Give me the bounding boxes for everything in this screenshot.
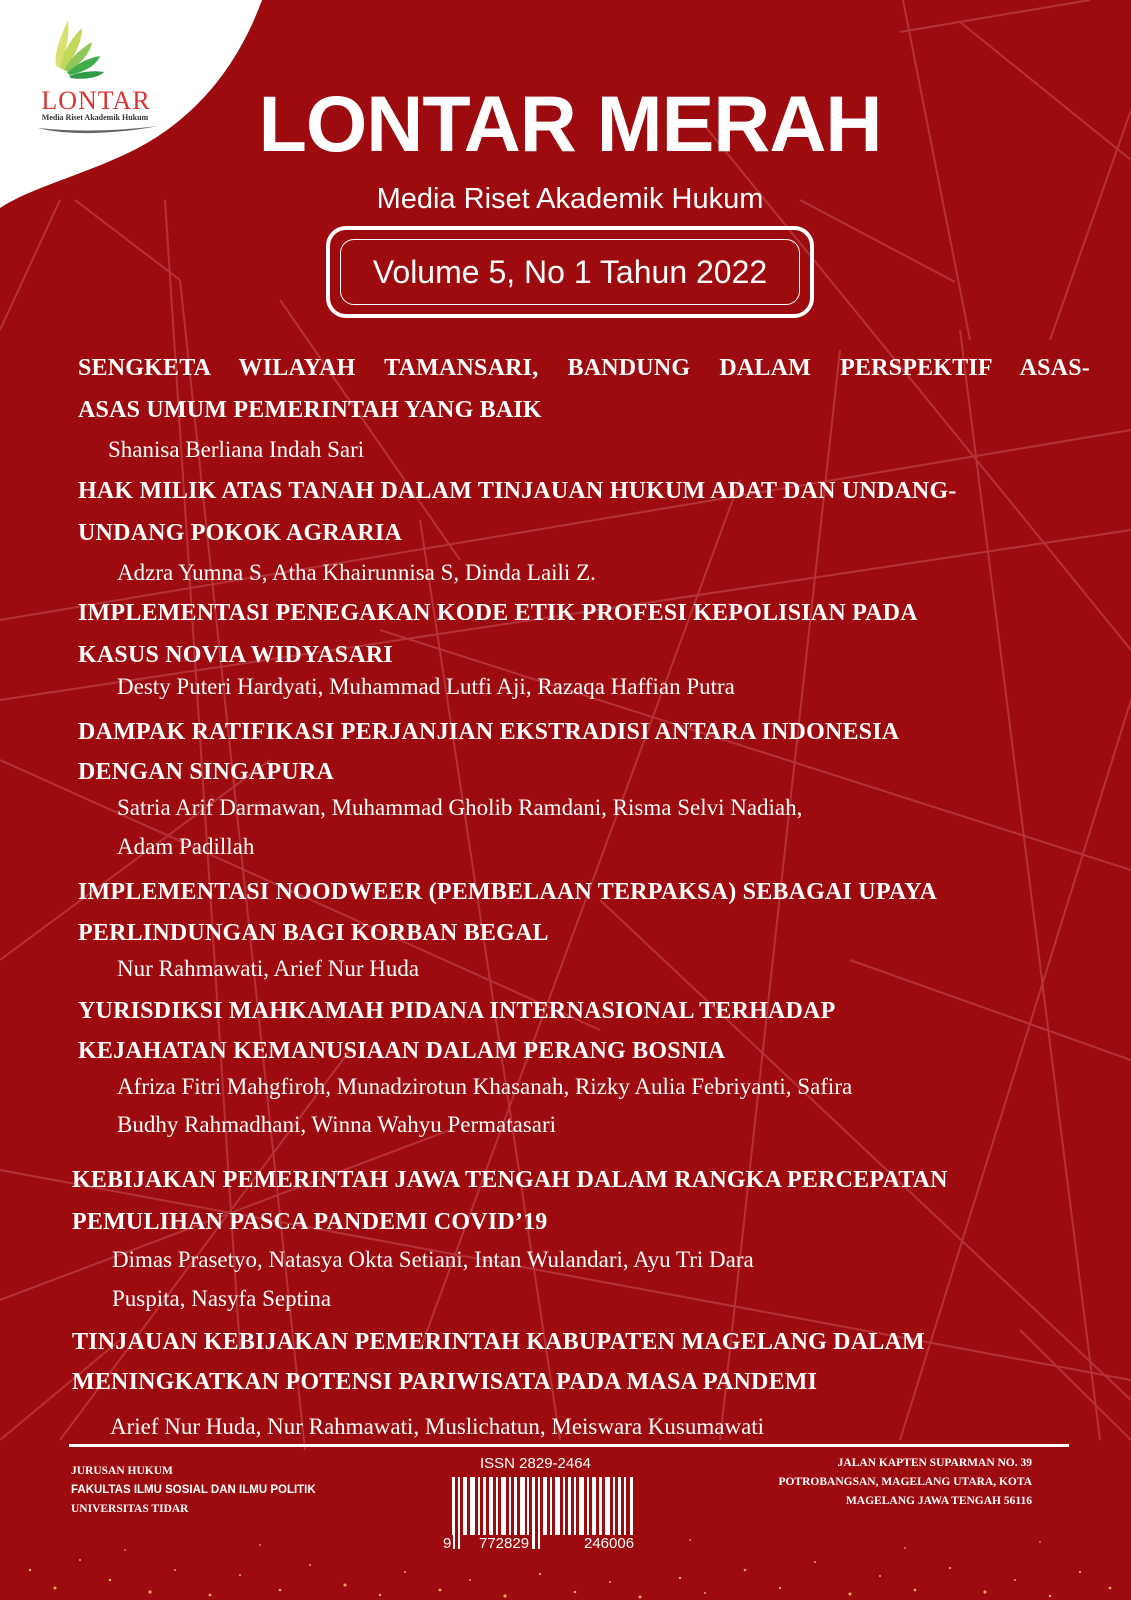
article-authors-4-line-2: Adam Padillah [117,834,255,859]
article-authors-6-line-2: Budhy Rahmadhani, Winna Wahyu Permatasari [117,1112,557,1137]
article-authors-1: Shanisa Berliana Indah Sari [108,437,365,462]
publisher-university: UNIVERSITAS TIDAR [71,1503,189,1515]
article-authors-2: Adzra Yumna S, Atha Khairunnisa S, Dinda Laili Z. [117,560,596,585]
article-title-8-line-1: TINJAUAN KEBIJAKAN PEMERINTAH KABUPATEN MAGELANG DALAM [72,1329,925,1355]
article-title-7-line-1: KEBIJAKAN PEMERINTAH JAWA TENGAH DALAM RANGKA PERCEPATAN [72,1167,948,1193]
article-title-2-line-1: HAK MILIK ATAS TANAH DALAM TINJAUAN HUKUM ADAT DAN UNDANG- [78,478,957,504]
article-authors-6-line-1: Afriza Fitri Mahgfiroh, Munadzirotun Khasanah, Rizky Aulia Febriyanti, Safira [117,1074,853,1099]
article-title-6-line-1: YURISDIKSI MAHKAMAH PIDANA INTERNASIONAL TERHADAP [78,998,836,1024]
footer-divider [69,1444,1069,1447]
article-title-1-line-1: SENGKETA WILAYAH TAMANSARI, BANDUNG DALAM PERSPEKTIF ASAS- [78,355,1090,381]
article-title-3-line-1: IMPLEMENTASI PENEGAKAN KODE ETIK PROFESI KEPOLISIAN PADA [78,600,918,626]
article-title-6-line-2: KEJAHATAN KEMANUSIAAN DALAM PERANG BOSNIA [78,1038,726,1064]
article-authors-8: Arief Nur Huda, Nur Rahmawati, Muslichatun, Meiswara Kusumawati [110,1414,765,1439]
article-authors-3: Desty Puteri Hardyati, Muhammad Lutfi Aji, Razaqa Haffian Putra [117,674,735,699]
masthead [230,80,910,214]
article-authors-5: Nur Rahmawati, Arief Nur Huda [117,956,420,981]
article-authors-7-line-1: Dimas Prasetyo, Natasya Okta Setiani, Intan Wulandari, Ayu Tri Dara [112,1247,754,1272]
journal-logo [12,12,152,122]
publisher-department: JURUSAN HUKUM [71,1465,173,1477]
issn-label: ISSN 2829-2464 [480,1455,591,1472]
journal-title: LONTAR MERAH [258,79,882,168]
barcode-digits-left: 772829 [479,1535,530,1552]
article-authors-4-line-1: Satria Arif Darmawan, Muhammad Gholib Ramdani, Risma Selvi Nadiah, [117,795,803,820]
logo-tagline: Media Riset Akademik Hukum [41,113,149,122]
leaf-fan-icon [12,12,152,92]
article-title-3-line-2: KASUS NOVIA WIDYASARI [78,642,393,668]
logo-swoosh [38,122,158,136]
logo-wordmark: LONTAR [41,86,151,115]
address-line-1: JALAN KAPTEN SUPARMAN NO. 39 [837,1457,1032,1469]
publisher-address [778,1454,1032,1511]
article-title-5-line-1: IMPLEMENTASI NOODWEER (PEMBELAAN TERPAKSA) SEBAGAI UPAYA [78,879,938,905]
article-title-2-line-2: UNDANG POKOK AGRARIA [78,520,403,546]
article-title-1-line-2: ASAS UMUM PEMERINTAH YANG BAIK [78,397,542,423]
barcode-icon [438,1477,658,1569]
barcode-digit-prefix: 9 [443,1535,452,1552]
barcode-digits-right: 246006 [584,1535,635,1552]
article-title-8-line-2: MENINGKATKAN POTENSI PARIWISATA PADA MASA PANDEMI [72,1369,818,1395]
article-title-7-line-2: PEMULIHAN PASCA PANDEMI COVID’19 [72,1209,548,1235]
journal-subtitle: Media Riset Akademik Hukum [376,183,764,215]
article-authors-7-line-2: Puspita, Nasyfa Septina [112,1286,332,1311]
address-line-3: MAGELANG JAWA TENGAH 56116 [845,1495,1032,1507]
address-line-2: POTROBANGSAN, MAGELANG UTARA, KOTA [778,1476,1032,1488]
volume-badge [326,226,814,318]
article-title-5-line-2: PERLINDUNGAN BAGI KORBAN BEGAL [78,920,549,946]
volume-label: Volume 5, No 1 Tahun 2022 [372,253,768,290]
publisher-faculty: FAKULTAS ILMU SOSIAL DAN ILMU POLITIK [71,1484,316,1496]
article-title-4-line-1: DAMPAK RATIFIKASI PERJANJIAN EKSTRADISI ANTARA INDONESIA [78,719,900,745]
publisher-block [71,1462,316,1519]
article-title-4-line-2: DENGAN SINGAPURA [78,759,334,785]
